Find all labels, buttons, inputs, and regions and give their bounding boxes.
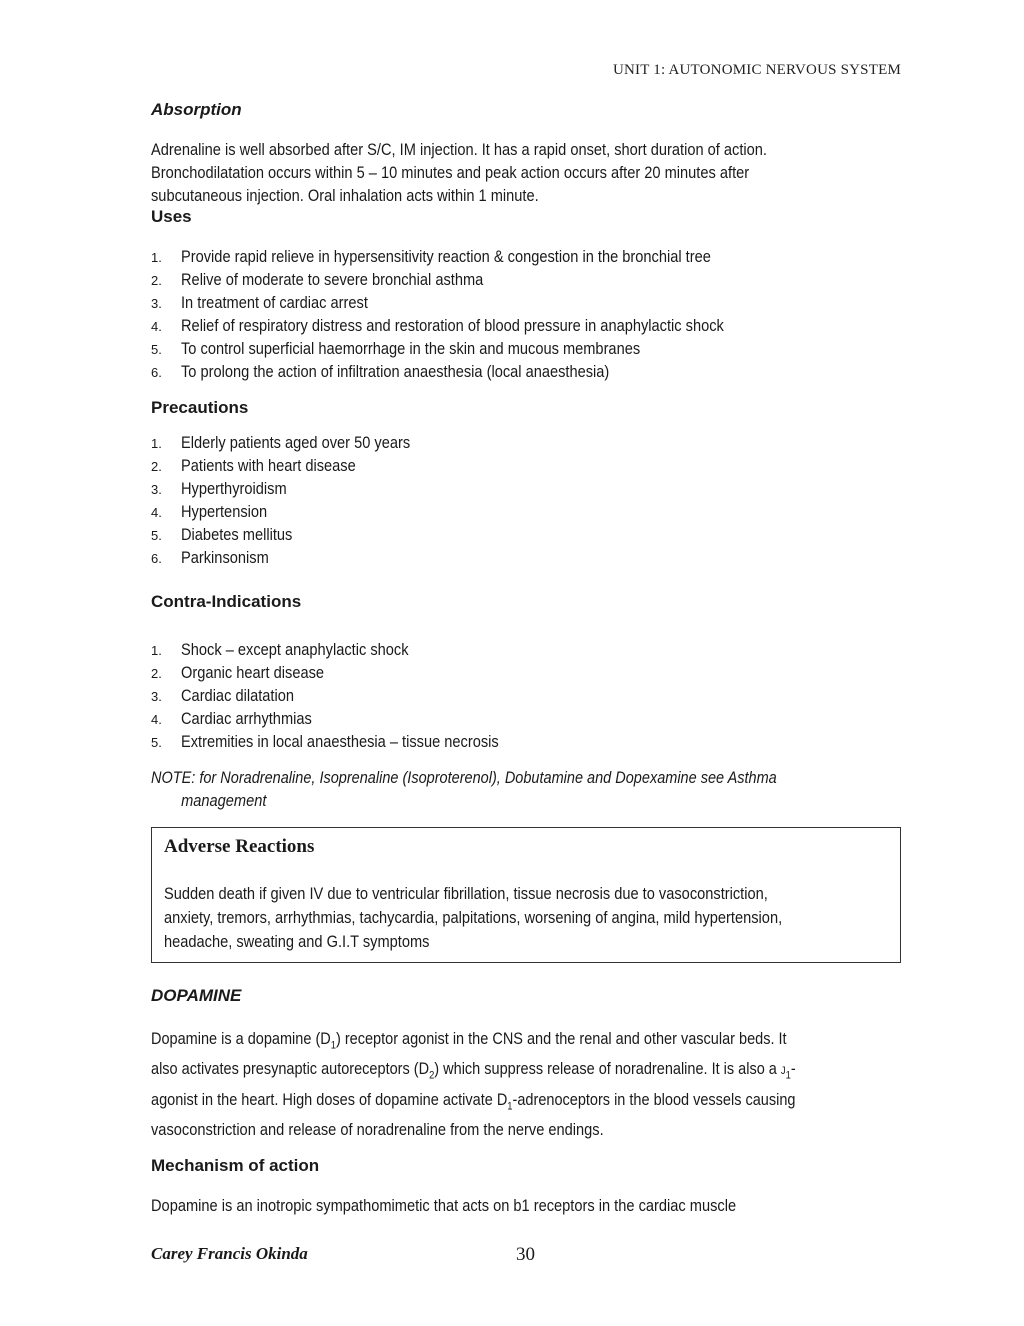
- list-item: 2. Organic heart disease: [151, 663, 325, 682]
- adverse-line: anxiety, tremors, arrhythmias, tachycardia, palpitations, worsening of angina, mild hypertension,: [164, 908, 783, 927]
- adverse-line: Sudden death if given IV due to ventricular fibrillation, tissue necrosis due to vasoconstriction,: [164, 884, 768, 903]
- note-line: management: [181, 791, 267, 810]
- running-header: UNIT 1: AUTONOMIC NERVOUS SYSTEM: [612, 62, 901, 78]
- dopamine-section: [151, 986, 902, 1217]
- list-item: 5. Extremities in local anaesthesia – tissue necrosis: [151, 732, 499, 751]
- page-number: 30: [516, 1244, 535, 1265]
- list-item: 3. Hyperthyroidism: [151, 479, 287, 498]
- list-item: 6. To prolong the action of infiltration anaesthesia (local anaesthesia): [151, 362, 610, 381]
- list-item: 4. Relief of respiratory distress and restoration of blood pressure in anaphylactic shock: [151, 316, 724, 335]
- footer-author: Carey Francis Okinda: [151, 1244, 308, 1263]
- dopamine-line: vasoconstriction and release of noradrenaline from the nerve endings.: [151, 1120, 604, 1140]
- mechanism-heading: Mechanism of action: [151, 1156, 320, 1176]
- adverse-reactions-title: Adverse Reactions: [164, 836, 315, 857]
- contra-indications-heading: Contra-Indications: [151, 592, 302, 611]
- list-item: 4. Hypertension: [151, 502, 268, 521]
- contra-indications-list: [151, 638, 902, 753]
- list-item: 5. To control superficial haemorrhage in the skin and mucous membranes: [151, 339, 641, 358]
- dopamine-line: agonist in the heart. High doses of dopamine activate $D_1$-adrenoceptors in the blood vessels causing: [151, 1089, 796, 1113]
- adverse-line: headache, sweating and G.I.T symptoms: [164, 932, 430, 951]
- list-item: 1. Provide rapid relieve in hypersensitivity reaction & congestion in the bronchial tree: [151, 247, 711, 266]
- precautions-heading: Precautions: [151, 398, 249, 417]
- dopamine-line: also activates presynaptic autoreceptors $(D_2)$ which suppress release of noradrenaline. It is also a $J_1-$: [151, 1059, 796, 1082]
- uses-heading: Uses: [151, 207, 192, 226]
- mechanism-paragraph: [151, 1194, 902, 1217]
- list-item: 6. Parkinsonism: [151, 548, 269, 567]
- list-item: 4. Cardiac arrhythmias: [151, 709, 312, 728]
- absorption-heading: Absorption: [151, 100, 242, 119]
- main-content: [151, 98, 902, 812]
- list-item: 3. In treatment of cardiac arrest: [151, 293, 368, 312]
- absorption-line: Adrenaline is well absorbed after S/C, IM injection. It has a rapid onset, short duration of action.: [151, 140, 768, 159]
- list-item: 1. Elderly patients aged over 50 years: [151, 433, 411, 452]
- adverse-reactions-box: [151, 827, 901, 963]
- absorption-line: Bronchodilatation occurs within 5 – 10 minutes and peak action occurs after 20 minutes after: [151, 163, 750, 182]
- list-item: 1. Shock – except anaphylactic shock: [151, 640, 409, 659]
- uses-list: [151, 245, 902, 383]
- precautions-list: [151, 431, 902, 569]
- note-line: NOTE: for Noradrenaline, Isoprenaline (Isoproterenol), Dobutamine and Dopexamine see Asthma: [151, 768, 777, 787]
- note-paragraph: [151, 766, 902, 812]
- mechanism-line: Dopamine is an inotropic sympathomimetic that acts on b1 receptors in the cardiac muscle: [151, 1196, 737, 1216]
- dopamine-paragraph: [151, 1027, 902, 1142]
- dopamine-heading: DOPAMINE: [151, 986, 242, 1005]
- absorption-line: subcutaneous injection. Oral inhalation acts within 1 minute.: [151, 186, 539, 205]
- adverse-reactions-text: [164, 882, 944, 954]
- list-item: 2. Patients with heart disease: [151, 456, 356, 475]
- list-item: 2. Relive of moderate to severe bronchial asthma: [151, 270, 484, 289]
- dopamine-line: Dopamine is a dopamine $(D_1)$ receptor agonist in the CNS and the renal and other vascular beds. It: [151, 1029, 787, 1052]
- list-item: 3. Cardiac dilatation: [151, 686, 294, 705]
- list-item: 5. Diabetes mellitus: [151, 525, 293, 544]
- absorption-paragraph: [151, 138, 902, 207]
